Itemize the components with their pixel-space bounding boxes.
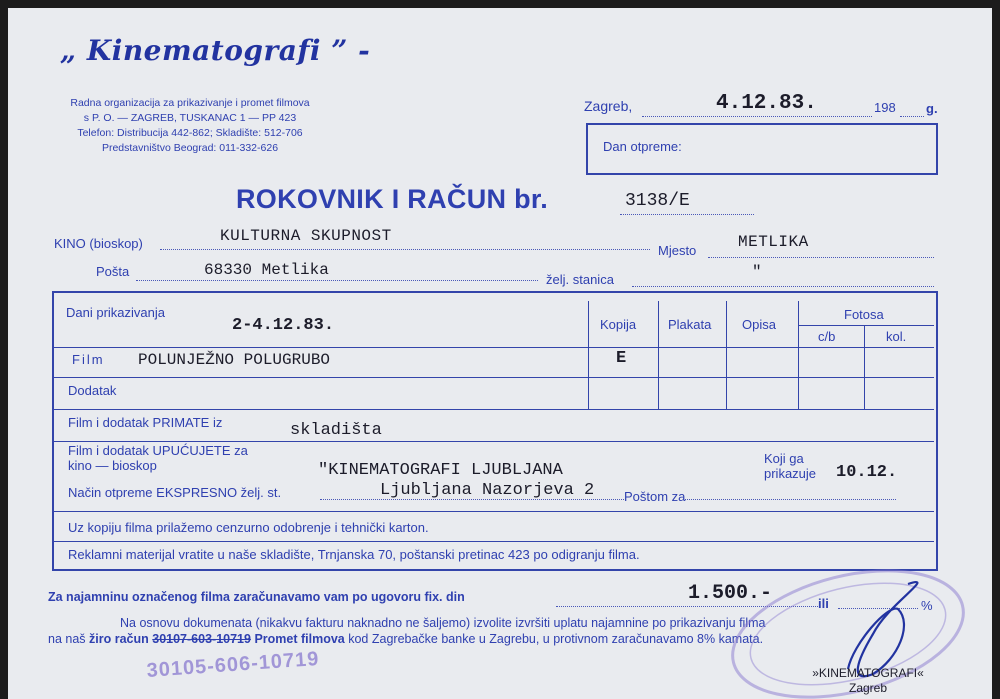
org-line: s P. O. — ZAGREB, TUSKANAC 1 — PP 423 — [83, 112, 297, 124]
row-divider — [54, 409, 934, 410]
document-title: ROKOVNIK I RAČUN br. — [236, 184, 549, 214]
shipment-table — [52, 291, 938, 571]
col-divider — [658, 301, 659, 409]
upucujete-label-line: Film i dodatak UPUĆUJETE za — [68, 443, 248, 458]
row-divider — [54, 441, 934, 442]
g-label: g. — [926, 101, 938, 116]
row-divider — [54, 347, 934, 348]
reklamni-text: Reklamni materijal vratite u naše skladište, Trnjanska 70, poštanski pretinac 423 po odigranju filma. — [68, 547, 640, 562]
kopija-header: Kopija — [600, 317, 637, 332]
film-label: Film — [72, 352, 105, 367]
row-divider — [54, 377, 934, 378]
najamnina-label: Za najamninu označenog filma zaračunavamo vam po ugovoru fix. din — [48, 590, 465, 604]
mjesto-label: Mjesto — [658, 243, 697, 258]
promet-label: Promet filmova — [254, 632, 345, 646]
nacin-value: Ljubljana Nazorjeva 2 — [380, 481, 595, 500]
primate-value: skladišta — [290, 421, 382, 440]
cenzura-text: Uz kopiju filma prilažemo cenzurno odobrenje i tehnički karton. — [68, 520, 429, 535]
kino-value: KULTURNA SKUPNOST — [220, 227, 392, 245]
primate-label: Film i dodatak PRIMATE iz — [68, 415, 223, 430]
koji-value: 10.12. — [836, 463, 898, 482]
col-divider — [588, 301, 589, 409]
struck-account: 30107-603-10719 — [152, 632, 251, 646]
org-address — [30, 96, 350, 156]
posta-label: Pošta — [96, 264, 130, 279]
film-value: POLUNJEŽNO POLUGRUBO — [138, 351, 331, 369]
company-logo: „ Kinematografi ” - — [60, 34, 371, 67]
kino-label: KINO (bioskop) — [54, 236, 143, 251]
col-divider — [864, 325, 865, 409]
title-number-line — [620, 214, 754, 215]
mjesto-dotted-line — [708, 257, 934, 258]
fotosa-header: Fotosa — [844, 307, 884, 322]
invoice-number: 3138/E — [625, 191, 690, 211]
col-divider — [798, 301, 799, 409]
col-divider — [726, 301, 727, 409]
invoice-date: 4.12.83. — [716, 92, 817, 115]
koji-label-line: prikazuje — [764, 466, 817, 481]
posta-dotted-line — [136, 280, 538, 281]
year-label: 198 — [874, 100, 896, 115]
signature-stroke — [848, 582, 917, 676]
dodatak-label: Dodatak — [68, 383, 117, 398]
row-divider — [54, 541, 934, 542]
kopija-value: E — [616, 349, 627, 368]
upucujete-value: "KINEMATOGRAFI LJUBLJANA — [318, 461, 563, 480]
plakata-header: Plakata — [668, 317, 712, 332]
kino-dotted-line — [160, 249, 650, 250]
upucujete-label — [68, 443, 248, 473]
koji-label — [764, 451, 816, 481]
org-line: Predstavništvo Beograd: 011-332-626 — [101, 142, 279, 154]
opisa-header: Opisa — [742, 317, 776, 332]
payment-line-2 — [48, 632, 763, 646]
city-label: Zagreb, — [584, 98, 633, 114]
ili-label: ili — [818, 596, 829, 611]
signature-block — [798, 666, 938, 696]
percent-label: % — [921, 598, 933, 613]
postom-label: Poštom za — [624, 489, 686, 504]
date-dotted-line — [642, 116, 872, 117]
koji-label-line: Koji ga — [764, 451, 804, 466]
payment-rest: kod Zagrebačke banke u Zagrebu, u protivnom zaračunavamo 8% kamata. — [348, 632, 764, 646]
dani-value: 2-4.12.83. — [232, 316, 335, 335]
payment-line-1: Na osnovu dokumenata (nikakvu fakturu naknadno ne šaljemo) izvolite izvršiti uplatu najamnine po prikazivanju filma — [120, 616, 766, 630]
amount-value: 1.500.- — [688, 582, 773, 605]
stanica-value: " — [752, 263, 762, 281]
fotosa-divider — [798, 325, 934, 326]
dan-otpreme-label: Dan otpreme: — [603, 139, 682, 154]
dan-otpreme-box — [586, 123, 938, 175]
mjesto-value: METLIKA — [738, 233, 809, 251]
stanica-dotted-line — [632, 286, 934, 287]
row-divider — [54, 511, 934, 512]
payment-prefix: na naš — [48, 632, 86, 646]
dani-label: Dani prikazivanja — [66, 305, 165, 320]
account-stamp: 30105-606-10719 — [146, 647, 321, 682]
kol-header: kol. — [886, 329, 907, 344]
invoice-document — [8, 8, 992, 699]
signature-city: Zagreb — [848, 681, 888, 695]
upucujete-label-line: kino — bioskop — [68, 458, 157, 473]
org-line: Radna organizacija za prikazivanje i promet filmova — [70, 97, 310, 109]
year-dotted-line — [900, 116, 924, 117]
signature-org: »KINEMATOGRAFI« — [812, 666, 924, 680]
org-line: Telefon: Distribucija 442-862; Skladište: 512-706 — [77, 127, 303, 139]
ziro-label: žiro račun — [89, 632, 149, 646]
cb-header: c/b — [818, 329, 836, 344]
posta-value: 68330 Metlika — [204, 261, 329, 279]
stanica-label: želj. stanica — [546, 272, 614, 287]
nacin-label: Način otpreme EKSPRESNO želj. st. — [68, 485, 282, 500]
